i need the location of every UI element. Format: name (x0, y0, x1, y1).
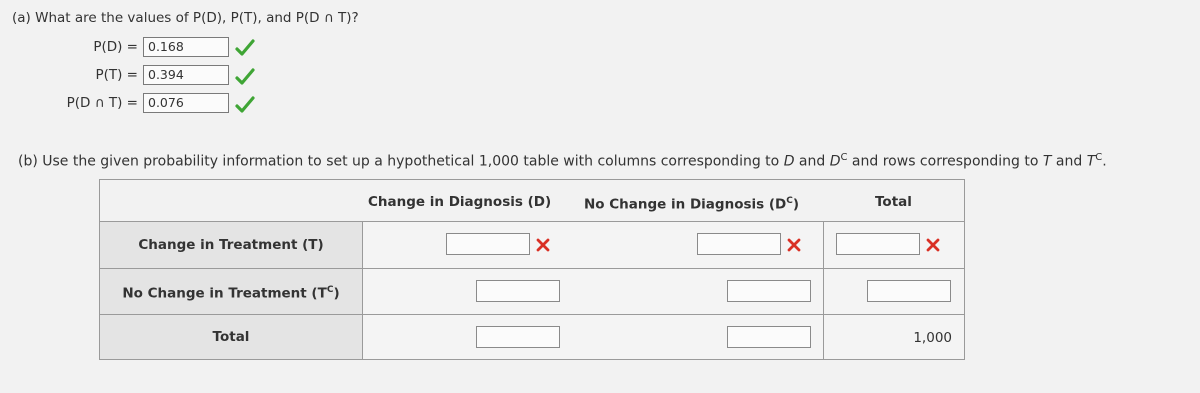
cell-t-d-input[interactable] (446, 233, 530, 255)
row2-main: No Change in Treatment (T (122, 285, 327, 302)
var-tc: T (1086, 153, 1096, 170)
part-b-and: and (1051, 153, 1087, 170)
cell-tc-total-input[interactable] (867, 280, 951, 302)
col-header-no-change-diagnosis (584, 196, 799, 213)
pt-answer-field[interactable]: 0.394 (143, 65, 229, 85)
row-label-no-change-treatment (100, 285, 362, 302)
row-label-total: Total (212, 329, 250, 345)
row2-end: ) (333, 285, 340, 302)
part-b-period: . (1102, 153, 1107, 170)
part-b-and: and (794, 153, 830, 170)
row-divider (99, 268, 965, 269)
col-header-total: Total (875, 194, 912, 210)
cross-icon (536, 238, 550, 252)
cell-t-total-input[interactable] (836, 233, 920, 255)
col-header-change-diagnosis: Change in Diagnosis (D) (368, 194, 552, 210)
cell-tc-dc-input[interactable] (727, 280, 811, 302)
pdt-answer-field[interactable]: 0.076 (143, 93, 229, 113)
col2-sup: C (786, 196, 793, 206)
row-divider (99, 314, 965, 315)
cross-icon (787, 238, 801, 252)
grand-total-value: 1,000 (913, 330, 952, 346)
var-d: D (783, 153, 795, 170)
cross-icon (926, 238, 940, 252)
sup-c: C (840, 152, 848, 163)
col2-main: No Change in Diagnosis (D (584, 196, 787, 213)
part-b-question (18, 152, 1107, 170)
row-label-change-treatment: Change in Treatment (T) (138, 237, 324, 253)
pt-label: P(T) = (95, 67, 138, 83)
col-divider (823, 221, 824, 360)
checkmark-icon (235, 67, 255, 87)
pd-answer-field[interactable]: 0.168 (143, 37, 229, 57)
cell-t-dc-input[interactable] (697, 233, 781, 255)
checkmark-icon (235, 95, 255, 115)
col-divider (362, 221, 363, 360)
sup-c: C (1095, 152, 1103, 163)
cell-tc-d-input[interactable] (476, 280, 560, 302)
row2-sup: C (326, 285, 334, 295)
col2-end: ) (792, 196, 800, 213)
var-dc: D (829, 153, 841, 170)
var-t: T (1042, 153, 1052, 170)
cell-total-d-input[interactable] (476, 326, 560, 348)
checkmark-icon (235, 38, 255, 58)
cell-total-dc-input[interactable] (727, 326, 811, 348)
part-b-text: (b) Use the given probability information to set up a hypothetical 1,000 table with columns corresponding to (18, 153, 784, 170)
pd-label: P(D) = (93, 39, 138, 55)
part-a-question: (a) What are the values of P(D), P(T), and P(D ∩ T)? (12, 10, 359, 26)
pdt-label: P(D ∩ T) = (66, 95, 138, 111)
part-b-mid: and rows corresponding to (847, 153, 1043, 170)
